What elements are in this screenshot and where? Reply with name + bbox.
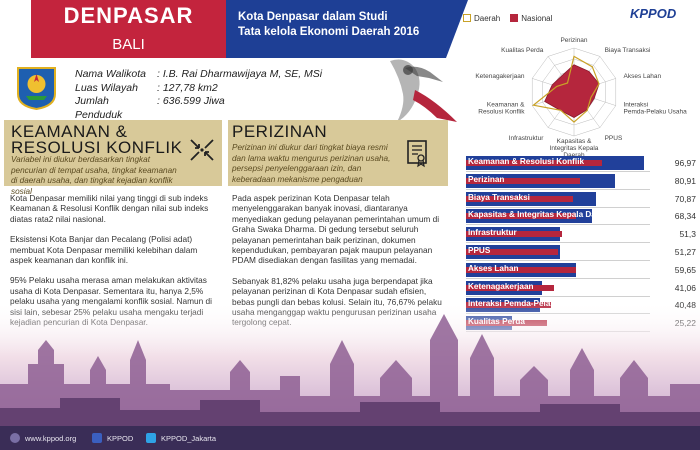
bar-row [466,192,700,206]
study-title-line2: Tata kelola Ekonomi Daerah 2016 [238,26,420,38]
bar-track [466,245,650,259]
profile-walikota-key: Nama Walikota [75,68,146,80]
region-name: BALI [112,36,145,53]
bar-separator [466,224,650,225]
bar-row [466,281,700,295]
profile-penduduk-key: Jumlah Penduduk [75,95,123,121]
bar-category-label: Perizinan [468,174,505,184]
bar-row [466,245,700,259]
section-perizinan-description: Perizinan ini diukur dari tingkat biaya resmi dan lama waktu mengurus perizinan usaha, persepsi penyelenggaraan izin, dan keberadaan mekanisme pengaduan [232,143,391,184]
bar-track [466,192,650,206]
bar-value-label: 96,97 [674,158,696,168]
profile-penduduk-value: : 636.599 Jiwa [157,95,225,107]
twitter-icon [146,433,156,443]
bar-separator [466,207,650,208]
city-emblem-icon [14,64,59,110]
bar-value-label: 41,06 [674,282,696,293]
bar-separator [466,278,650,279]
perizinan-paragraph: Pada aspek perizinan Kota Denpasar telah menyelenggarakan banyak inovasi, diantaranya menyediakan gedung pelayanan pemerintahan umum di Graha Swaka Dharma. Di gedung tersebut seluruh pelayanan pemerintahan baik perizinan, dokumen kependudukan, pembayaran pajak maupun pelayanan PDAM disediakan dengan fasilitas yang memadai. [232,193,440,266]
bar-category-label: Infrastruktur [468,228,517,238]
banner-decoration [446,0,468,58]
bar-value-label: 51,27 [674,247,696,257]
bar-row [466,174,700,188]
bar-separator [466,171,650,172]
keamanan-paragraph: Eksistensi Kota Banjar dan Pecalang (Polisi adat) membuat Kota Denpasar memiliki kelebihan dalam aspek keamanan dan konflik ini. [10,234,198,266]
legend-nasional-label: Nasional [521,14,553,23]
globe-icon [10,433,20,443]
legend-daerah-swatch [463,14,471,22]
radar-chart [470,30,700,150]
bar-separator [466,296,650,297]
profile-luas-value: : 127,78 km2 [157,81,218,94]
bar-track [466,227,650,241]
bar-category-label: Akses Lahan [468,263,519,273]
radar-axis-label: Ketenagakerjaan [475,72,525,80]
section-perizinan-title: PERIZINAN [232,122,328,141]
profile-walikota [75,68,322,82]
bar-value-label: 70,87 [674,193,696,204]
chart-legend [463,14,552,23]
radar-axis-label: Kualitas Perda [501,46,544,54]
bar-value-label: 80,91 [674,175,696,186]
bar-category-label: Biaya Transaksi [468,192,530,202]
footer-website-text: www.kppod.org [25,433,77,443]
bar-track [466,281,650,295]
radar-axis-label: Interaksi Pemda-Pelaku Usaha [623,101,687,116]
bar-row [466,227,700,241]
legend-daerah [463,14,500,23]
city-banner [31,0,226,58]
city-name: DENPASAR [63,3,194,28]
bar-row [466,209,700,223]
dancer-illustration [345,56,465,126]
bar-track [466,156,650,170]
radar-axis-label: Keamanan & Resolusi Konflik [478,101,525,116]
radar-axis-label: Perizinan [560,37,588,44]
bar-category-label: Keamanan & Resolusi Konflik [468,157,585,166]
bar-row [466,263,700,277]
profile-luas-key: Luas Wilayah [75,81,138,94]
section-keamanan-header [4,120,222,196]
radar-axis-label: PPUS [604,135,623,143]
bar-separator [466,242,650,243]
radar-series-nasional [545,65,599,118]
footer-facebook[interactable] [92,433,133,443]
keamanan-paragraph: Kota Denpasar memiliki nilai yang tinggi di sub indeks Keamanan & Resolusi Konflik dengan nilai sub indeks diatas rata2 nilai nasional. [10,193,209,224]
study-title-line1: Kota Denpasar dalam Studi [238,11,388,23]
keamanan-paragraph: 95% Pelaku usaha merasa aman melakukan aktivitas usaha di Kota Denpasar. Sementara itu, hanya 2,5% [10,275,207,296]
perizinan-paragraph: Sebanyak 81,82% pelaku usaha juga berpendapat jika pelayanan perizinan di Kota Denpasar sudah efisien, [232,275,433,297]
kppod-logo: KPPOD [630,6,677,21]
legend-daerah-label: Daerah [474,14,501,23]
radar-axis-label: Akses Lahan [623,72,662,80]
profile-info [75,68,322,122]
facebook-icon [92,433,102,443]
footer-twitter-text: KPPOD_Jakarta [161,433,217,443]
temple-skyline-illustration [0,300,700,426]
footer-facebook-text: KPPOD [107,433,134,443]
bar-separator [466,260,650,261]
radar-axis-label: Biaya Transaksi [604,46,651,54]
bar-category-label: Ketenagakerjaan [468,281,534,291]
footer-bar [0,426,700,450]
bar-value-label: 68,34 [674,211,696,222]
study-banner [226,0,446,58]
bar-track [466,209,650,223]
section-perizinan-header [228,120,448,186]
profile-walikota-value: : I.B. Rai Dharmawijaya M, SE, MSi [157,68,323,80]
bar-category-label: Kapasitas & Integritas Kepala Daerah [468,210,614,220]
profile-luas [75,82,322,96]
legend-nasional [510,14,552,23]
footer-twitter[interactable] [146,433,216,443]
radar-axis-label: Infrastruktur [508,135,544,143]
bar-value-label: 59,65 [674,264,696,275]
certificate-document-icon [403,139,431,167]
section-keamanan-title: KEAMANAN & RESOLUSI KONFLIK [11,122,183,157]
bar-row [466,156,700,170]
section-keamanan-description: Variabel ini diukur berdasarkan tingkat pencurian di tempat usaha, tingkat keamanan di daerah usaha, dan tingkat kejadian konflik sosial [11,155,177,196]
bar-track [466,174,650,188]
bar-category-label: PPUS [468,246,491,255]
profile-penduduk [75,95,322,122]
bar-track [466,263,650,277]
footer-website[interactable] [10,433,76,443]
bar-value-label: 51,3 [679,229,696,240]
bar-separator [466,189,650,190]
conflict-arrows-icon [188,136,216,164]
radar-axis-label: Kapasitas & Integritas Kepala [549,138,599,152]
legend-nasional-swatch [510,14,518,22]
